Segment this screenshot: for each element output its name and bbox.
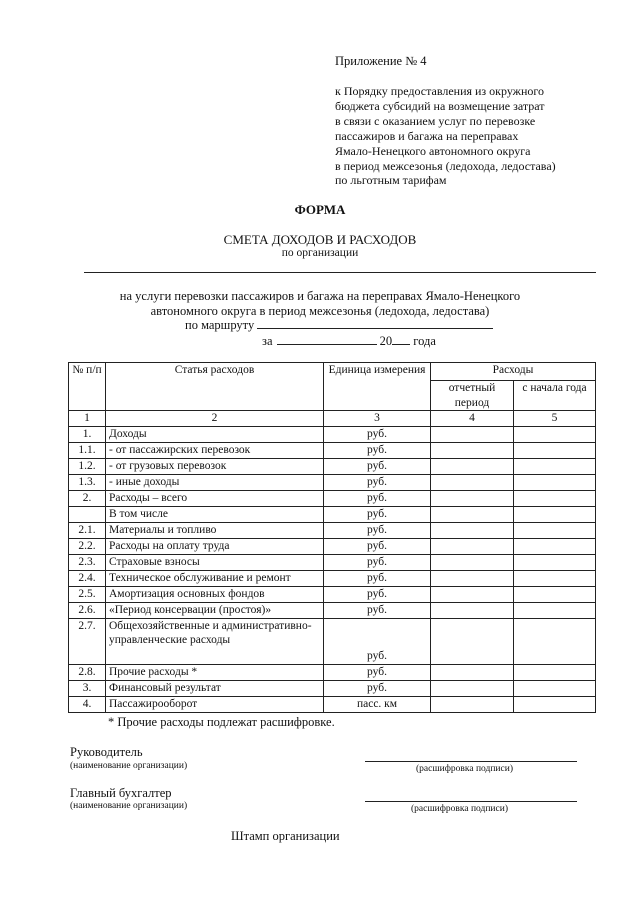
row-number: 2.7. <box>69 618 106 664</box>
row-number: 4. <box>69 696 106 712</box>
period-year-prefix: 20 <box>379 334 393 348</box>
appendix-line: Ямало-Ненецкого автономного округа <box>335 143 531 158</box>
row-ytd-value <box>514 442 596 458</box>
row-number: 1. <box>69 426 106 442</box>
row-unit: руб. <box>324 538 431 554</box>
row-unit: руб. <box>324 506 431 522</box>
row-item-name: - от пассажирских перевозок <box>106 442 324 458</box>
row-item-name: Материалы и топливо <box>106 522 324 538</box>
table-row <box>69 426 596 442</box>
row-unit: руб. <box>324 474 431 490</box>
row-unit: руб. <box>324 490 431 506</box>
row-item-name: Расходы – всего <box>106 490 324 506</box>
row-ytd-value <box>514 522 596 538</box>
period-date-blank <box>277 334 377 345</box>
appendix-line: бюджета субсидий на возмещение затрат <box>335 98 545 113</box>
stamp-label: Штамп организации <box>231 829 340 843</box>
header-unit: Единица измерения <box>324 363 431 411</box>
column-number: 4 <box>431 411 514 427</box>
row-number: 1.2. <box>69 458 106 474</box>
table-row <box>69 680 596 696</box>
row-reporting-value <box>431 522 514 538</box>
row-item-name: Финансовый результат <box>106 680 324 696</box>
row-reporting-value <box>431 538 514 554</box>
appendix-line: в период межсезонья (ледохода, ледостава) <box>335 158 556 173</box>
row-number <box>69 506 106 522</box>
row-number: 2.1. <box>69 522 106 538</box>
row-ytd-value <box>514 602 596 618</box>
row-item-name: «Период консервации (простоя)» <box>106 602 324 618</box>
organization-blank-line <box>84 272 596 273</box>
row-item-name: Расходы на оплату труда <box>106 538 324 554</box>
row-ytd-value <box>514 506 596 522</box>
appendix-line: по льготным тарифам <box>335 173 447 188</box>
row-reporting-value <box>431 602 514 618</box>
row-reporting-value <box>431 474 514 490</box>
table-row <box>69 522 596 538</box>
accountant-title: Главный бухгалтер <box>70 786 172 800</box>
row-reporting-value <box>431 570 514 586</box>
service-line: на услуги перевозки пассажиров и багажа на переправах Ямало-Ненецкого <box>119 289 521 303</box>
row-number: 2.5. <box>69 586 106 602</box>
column-number: 1 <box>69 411 106 427</box>
row-number: 1.3. <box>69 474 106 490</box>
header-reporting-period: отчетный период <box>431 381 514 411</box>
footnote: * Прочие расходы подлежат расшифровке. <box>108 715 335 729</box>
row-reporting-value <box>431 664 514 680</box>
row-unit: руб. <box>324 602 431 618</box>
row-ytd-value <box>514 426 596 442</box>
table-row <box>69 506 596 522</box>
route-field <box>185 318 493 333</box>
route-label: по маршруту <box>185 318 255 332</box>
accountant-caption-right: (расшифровка подписи) <box>411 804 508 814</box>
period-field <box>262 334 436 349</box>
row-item-name: Амортизация основных фондов <box>106 586 324 602</box>
header-item: Статья расходов <box>106 363 324 411</box>
row-item-name: - иные доходы <box>106 474 324 490</box>
row-reporting-value <box>431 442 514 458</box>
table-row <box>69 490 596 506</box>
row-number: 2.2. <box>69 538 106 554</box>
row-ytd-value <box>514 538 596 554</box>
row-reporting-value <box>431 696 514 712</box>
row-unit: руб. <box>324 442 431 458</box>
row-unit: руб. <box>324 458 431 474</box>
row-number: 1.1. <box>69 442 106 458</box>
row-ytd-value <box>514 490 596 506</box>
row-unit: руб. <box>324 618 431 664</box>
budget-table <box>68 362 596 713</box>
row-number: 2.3. <box>69 554 106 570</box>
header-year-to-date: с начала года <box>514 381 596 411</box>
row-item-name: В том числе <box>106 506 324 522</box>
table-row <box>69 602 596 618</box>
row-reporting-value <box>431 490 514 506</box>
row-reporting-value <box>431 506 514 522</box>
table-row <box>69 474 596 490</box>
row-unit: пасс. км <box>324 696 431 712</box>
column-number: 2 <box>106 411 324 427</box>
row-item-name: Прочие расходы * <box>106 664 324 680</box>
row-ytd-value <box>514 618 596 664</box>
row-reporting-value <box>431 458 514 474</box>
header-num: № п/п <box>69 363 106 411</box>
row-reporting-value <box>431 554 514 570</box>
document-subtitle: по организации <box>281 247 359 259</box>
row-ytd-value <box>514 586 596 602</box>
row-reporting-value <box>431 680 514 696</box>
row-unit: руб. <box>324 426 431 442</box>
row-item-name: Доходы <box>106 426 324 442</box>
row-reporting-value <box>431 426 514 442</box>
director-signature-line <box>365 761 577 762</box>
row-ytd-value <box>514 474 596 490</box>
table-row <box>69 586 596 602</box>
row-ytd-value <box>514 680 596 696</box>
document-title: СМЕТА ДОХОДОВ И РАСХОДОВ <box>223 232 417 247</box>
table-row <box>69 458 596 474</box>
appendix-line: в связи с оказанием услуг по перевозке <box>335 113 536 128</box>
row-reporting-value <box>431 618 514 664</box>
row-item-name: Пассажирооборот <box>106 696 324 712</box>
row-item-name: Общехозяйственные и административно-управленческие расходы <box>106 618 324 664</box>
row-unit: руб. <box>324 586 431 602</box>
form-label: ФОРМА <box>294 202 346 217</box>
table-row <box>69 664 596 680</box>
appendix-line: пассажиров и багажа на переправах <box>335 128 519 143</box>
row-number: 2.4. <box>69 570 106 586</box>
row-unit: руб. <box>324 554 431 570</box>
row-unit: руб. <box>324 664 431 680</box>
appendix-line: к Порядку предоставления из окружного <box>335 84 545 98</box>
director-caption-left: (наименование организации) <box>70 761 188 771</box>
column-number: 3 <box>324 411 431 427</box>
period-prefix: за <box>262 334 273 348</box>
table-row <box>69 570 596 586</box>
route-blank <box>257 318 493 329</box>
table-row <box>69 618 596 664</box>
service-line: автономного округа в период межсезонья (ледохода, ледостава) <box>150 303 490 318</box>
row-item-name: Страховые взносы <box>106 554 324 570</box>
row-ytd-value <box>514 696 596 712</box>
row-item-name: - от грузовых перевозок <box>106 458 324 474</box>
row-ytd-value <box>514 570 596 586</box>
row-ytd-value <box>514 554 596 570</box>
column-number: 5 <box>514 411 596 427</box>
accountant-signature-line <box>365 801 577 802</box>
table-row <box>69 442 596 458</box>
accountant-caption-left: (наименование организации) <box>70 801 188 811</box>
row-reporting-value <box>431 586 514 602</box>
row-ytd-value <box>514 664 596 680</box>
period-year-blank <box>392 334 410 345</box>
director-title: Руководитель <box>70 745 143 759</box>
row-number: 3. <box>69 680 106 696</box>
period-suffix: года <box>413 334 436 348</box>
director-caption-right: (расшифровка подписи) <box>416 764 513 774</box>
service-description <box>0 289 640 319</box>
row-item-name: Техническое обслуживание и ремонт <box>106 570 324 586</box>
table-row <box>69 538 596 554</box>
header-expenses: Расходы <box>431 363 596 381</box>
row-number: 2.8. <box>69 664 106 680</box>
appendix-title: Приложение № 4 <box>335 54 427 68</box>
appendix-description <box>335 84 556 188</box>
row-number: 2. <box>69 490 106 506</box>
row-ytd-value <box>514 458 596 474</box>
row-unit: руб. <box>324 680 431 696</box>
row-unit: руб. <box>324 522 431 538</box>
row-unit: руб. <box>324 570 431 586</box>
table-row <box>69 696 596 712</box>
row-number: 2.6. <box>69 602 106 618</box>
table-body <box>69 426 596 712</box>
table-row <box>69 554 596 570</box>
